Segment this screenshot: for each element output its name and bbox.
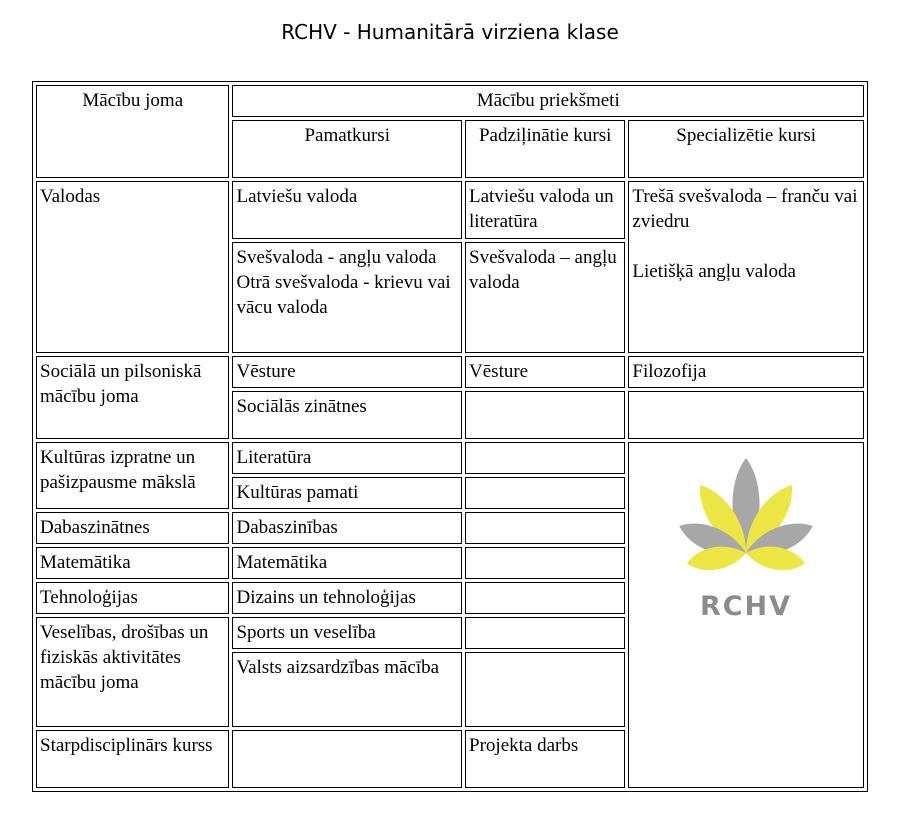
specialized-course-cell: Filozofija bbox=[628, 356, 864, 388]
area-cell: Starpdisciplinārs kurss bbox=[36, 730, 229, 788]
empty-cell bbox=[465, 547, 625, 579]
basic-course-cell: Literatūra bbox=[232, 442, 462, 474]
basic-course-cell: Latviešu valoda bbox=[232, 181, 462, 239]
area-cell: Dabaszinātnes bbox=[36, 512, 229, 544]
basic-course-cell: Valsts aizsardzības mācība bbox=[232, 652, 462, 727]
area-cell: Matemātika bbox=[36, 547, 229, 579]
advanced-course-cell: Svešvaloda – angļu valoda bbox=[465, 242, 625, 353]
header-advanced: Padziļinātie kursi bbox=[465, 120, 625, 178]
specialized-course-cell: Trešā svešvaloda – franču vai zviedru Lietišķā angļu valoda bbox=[628, 181, 864, 353]
empty-cell bbox=[465, 512, 625, 544]
area-cell: Tehnoloģijas bbox=[36, 582, 229, 614]
basic-course-cell: Dizains un tehnoloģijas bbox=[232, 582, 462, 614]
chestnut-leaf-icon bbox=[646, 445, 846, 625]
empty-cell bbox=[628, 391, 864, 439]
advanced-course-cell: Latviešu valoda un literatūra bbox=[465, 181, 625, 239]
area-cell: Sociālā un pilsoniskā mācību joma bbox=[36, 356, 229, 439]
basic-course-cell: Matemātika bbox=[232, 547, 462, 579]
advanced-course-cell: Vēsture bbox=[465, 356, 625, 388]
empty-cell bbox=[232, 730, 462, 788]
header-basic: Pamatkursi bbox=[232, 120, 462, 178]
area-cell: Kultūras izpratne un pašizpausme mākslā bbox=[36, 442, 229, 509]
empty-cell bbox=[465, 442, 625, 474]
empty-cell bbox=[465, 617, 625, 649]
basic-course-cell: Dabaszinības bbox=[232, 512, 462, 544]
logo-text: RCHV bbox=[700, 590, 793, 622]
basic-course-cell: Sports un veselība bbox=[232, 617, 462, 649]
empty-cell bbox=[465, 477, 625, 509]
area-cell: Valodas bbox=[36, 181, 229, 353]
basic-course-cell: Kultūras pamati bbox=[232, 477, 462, 509]
area-cell: Veselības, drošības un fiziskās aktivitātes mācību joma bbox=[36, 617, 229, 727]
rchv-logo bbox=[632, 445, 860, 625]
empty-cell bbox=[465, 391, 625, 439]
header-specialized: Specializētie kursi bbox=[628, 120, 864, 178]
empty-cell bbox=[465, 652, 625, 727]
curriculum-table bbox=[32, 81, 868, 792]
page-title: RCHV - Humanitārā virziena klase bbox=[281, 20, 619, 44]
basic-course-cell: Sociālās zinātnes bbox=[232, 391, 462, 439]
header-subjects: Mācību priekšmeti bbox=[232, 85, 864, 117]
logo-cell bbox=[628, 442, 864, 788]
empty-cell bbox=[465, 582, 625, 614]
basic-course-cell: Svešvaloda - angļu valoda Otrā svešvaloda - krievu vai vācu valoda bbox=[232, 242, 462, 353]
basic-course-cell: Vēsture bbox=[232, 356, 462, 388]
header-area: Mācību joma bbox=[36, 85, 229, 178]
advanced-course-cell: Projekta darbs bbox=[465, 730, 625, 788]
